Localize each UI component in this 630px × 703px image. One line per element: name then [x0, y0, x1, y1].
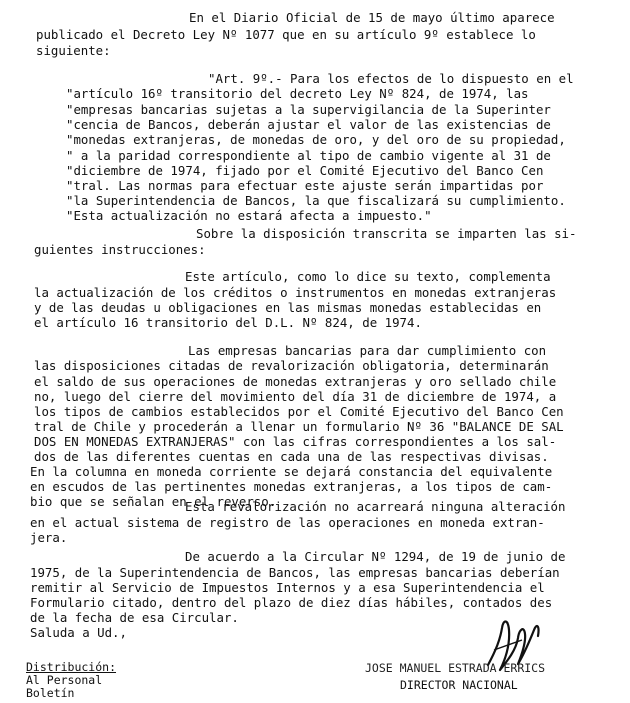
- signature-name: JOSE MANUEL ESTRADA ERRICS: [365, 661, 546, 675]
- para1-line-1: Sobre la disposición transcrita se imparten las si-: [196, 226, 577, 241]
- distribution-title: Distribución:: [26, 660, 117, 674]
- distribution-item-1: Al Personal: [26, 673, 103, 687]
- para3-line-1: Las empresas bancarias para dar cumplimiento con: [188, 343, 547, 358]
- quote-line-8: "tral. Las normas para efectuar este ajuste serán impartidas por: [66, 178, 544, 193]
- para3-line-10: en escudos de las pertinentes monedas extranjeras, a los tipos de cam-: [30, 479, 553, 494]
- para3-line-5: los tipos de cambios establecidos por el Comité Ejecutivo del Banco Cen: [34, 404, 564, 419]
- para2-line-1: Este artículo, como lo dice su texto, complementa: [185, 269, 551, 284]
- para3-line-6: tral de Chile y procederán a llenar un formulario Nº 36 "BALANCE DE SAL: [34, 419, 564, 434]
- para3-line-4: no, luego del cierre del movimiento del día 31 de diciembre de 1974, a: [34, 389, 557, 404]
- intro-line-1: En el Diario Oficial de 15 de mayo último aparece: [189, 10, 555, 25]
- distribution-item-2: Boletín: [26, 686, 75, 700]
- quote-line-2: "artículo 16º transitorio del decreto Ley Nº 824, de 1974, las: [66, 86, 529, 101]
- quote-line-3: "empresas bancarias sujetas a la supervigilancia de la Superinter: [66, 102, 551, 117]
- para4-line-1: Esta revalorización no acarreará ninguna alteración: [185, 499, 566, 514]
- intro-line-3: siguiente:: [36, 43, 111, 58]
- para3-line-9: En la columna en moneda corriente se dejará constancia del equivalente: [30, 464, 553, 479]
- para5-line-2: 1975, de la Superintendencia de Bancos, las empresas bancarias deberían: [30, 565, 560, 580]
- para3-line-8: dos de las diferentes cuentas en cada una de las respectivas divisas.: [34, 449, 549, 464]
- para5-line-5: de la fecha de esa Circular.: [30, 610, 239, 625]
- intro-line-2: publicado el Decreto Ley Nº 1077 que en su artículo 9º establece lo: [36, 27, 536, 42]
- para2-line-2: la actualización de los créditos o instrumentos en monedas extranjeras: [34, 285, 557, 300]
- quote-line-6: " a la paridad correspondiente al tipo de cambio vigente al 31 de: [66, 148, 551, 163]
- quote-line-1: "Art. 9º.- Para los efectos de lo dispuesto en el: [208, 71, 574, 86]
- para2-line-4: el artículo 16 transitorio del D.L. Nº 824, de 1974.: [34, 315, 422, 330]
- para2-line-3: y de las deudas u obligaciones en las mismas monedas establecidas en: [34, 300, 542, 315]
- para5-line-3: remitir al Servicio de Impuestos Internos y a esa Superintendencia el: [30, 580, 545, 595]
- para3-line-3: el saldo de sus operaciones de monedas extranjeras y oro sellado chile: [34, 374, 557, 389]
- signature-role: DIRECTOR NACIONAL: [400, 678, 518, 692]
- closing: Saluda a Ud.,: [30, 625, 127, 640]
- para1-line-2: guientes instrucciones:: [34, 242, 206, 257]
- para5-line-1: De acuerdo a la Circular Nº 1294, de 19 de junio de: [185, 549, 566, 564]
- para3-line-2: las disposiciones citadas de revalorización obligatoria, determinarán: [34, 358, 549, 373]
- quote-line-10: "Esta actualización no estará afecta a impuesto.": [66, 208, 432, 223]
- quote-line-9: "la Superintendencia de Bancos, la que fiscalizará su cumplimiento.: [66, 193, 566, 208]
- quote-line-5: "monedas extranjeras, de monedas de oro, y del oro de su propiedad,: [66, 132, 566, 147]
- para5-line-4: Formulario citado, dentro del plazo de diez días hábiles, contados des: [30, 595, 553, 610]
- para4-line-3: jera.: [30, 530, 68, 545]
- para3-line-7: DOS EN MONEDAS EXTRANJERAS" con las cifras correspondientes a los sal-: [34, 434, 557, 449]
- quote-line-4: "cencia de Bancos, deberán ajustar el valor de las existencias de: [66, 117, 551, 132]
- para4-line-2: en el actual sistema de registro de las operaciones en moneda extran-: [30, 515, 545, 530]
- quote-line-7: "diciembre de 1974, fijado por el Comité Ejecutivo del Banco Cen: [66, 163, 544, 178]
- para3-line-11: bio que se señalan en el reverso.: [30, 494, 277, 509]
